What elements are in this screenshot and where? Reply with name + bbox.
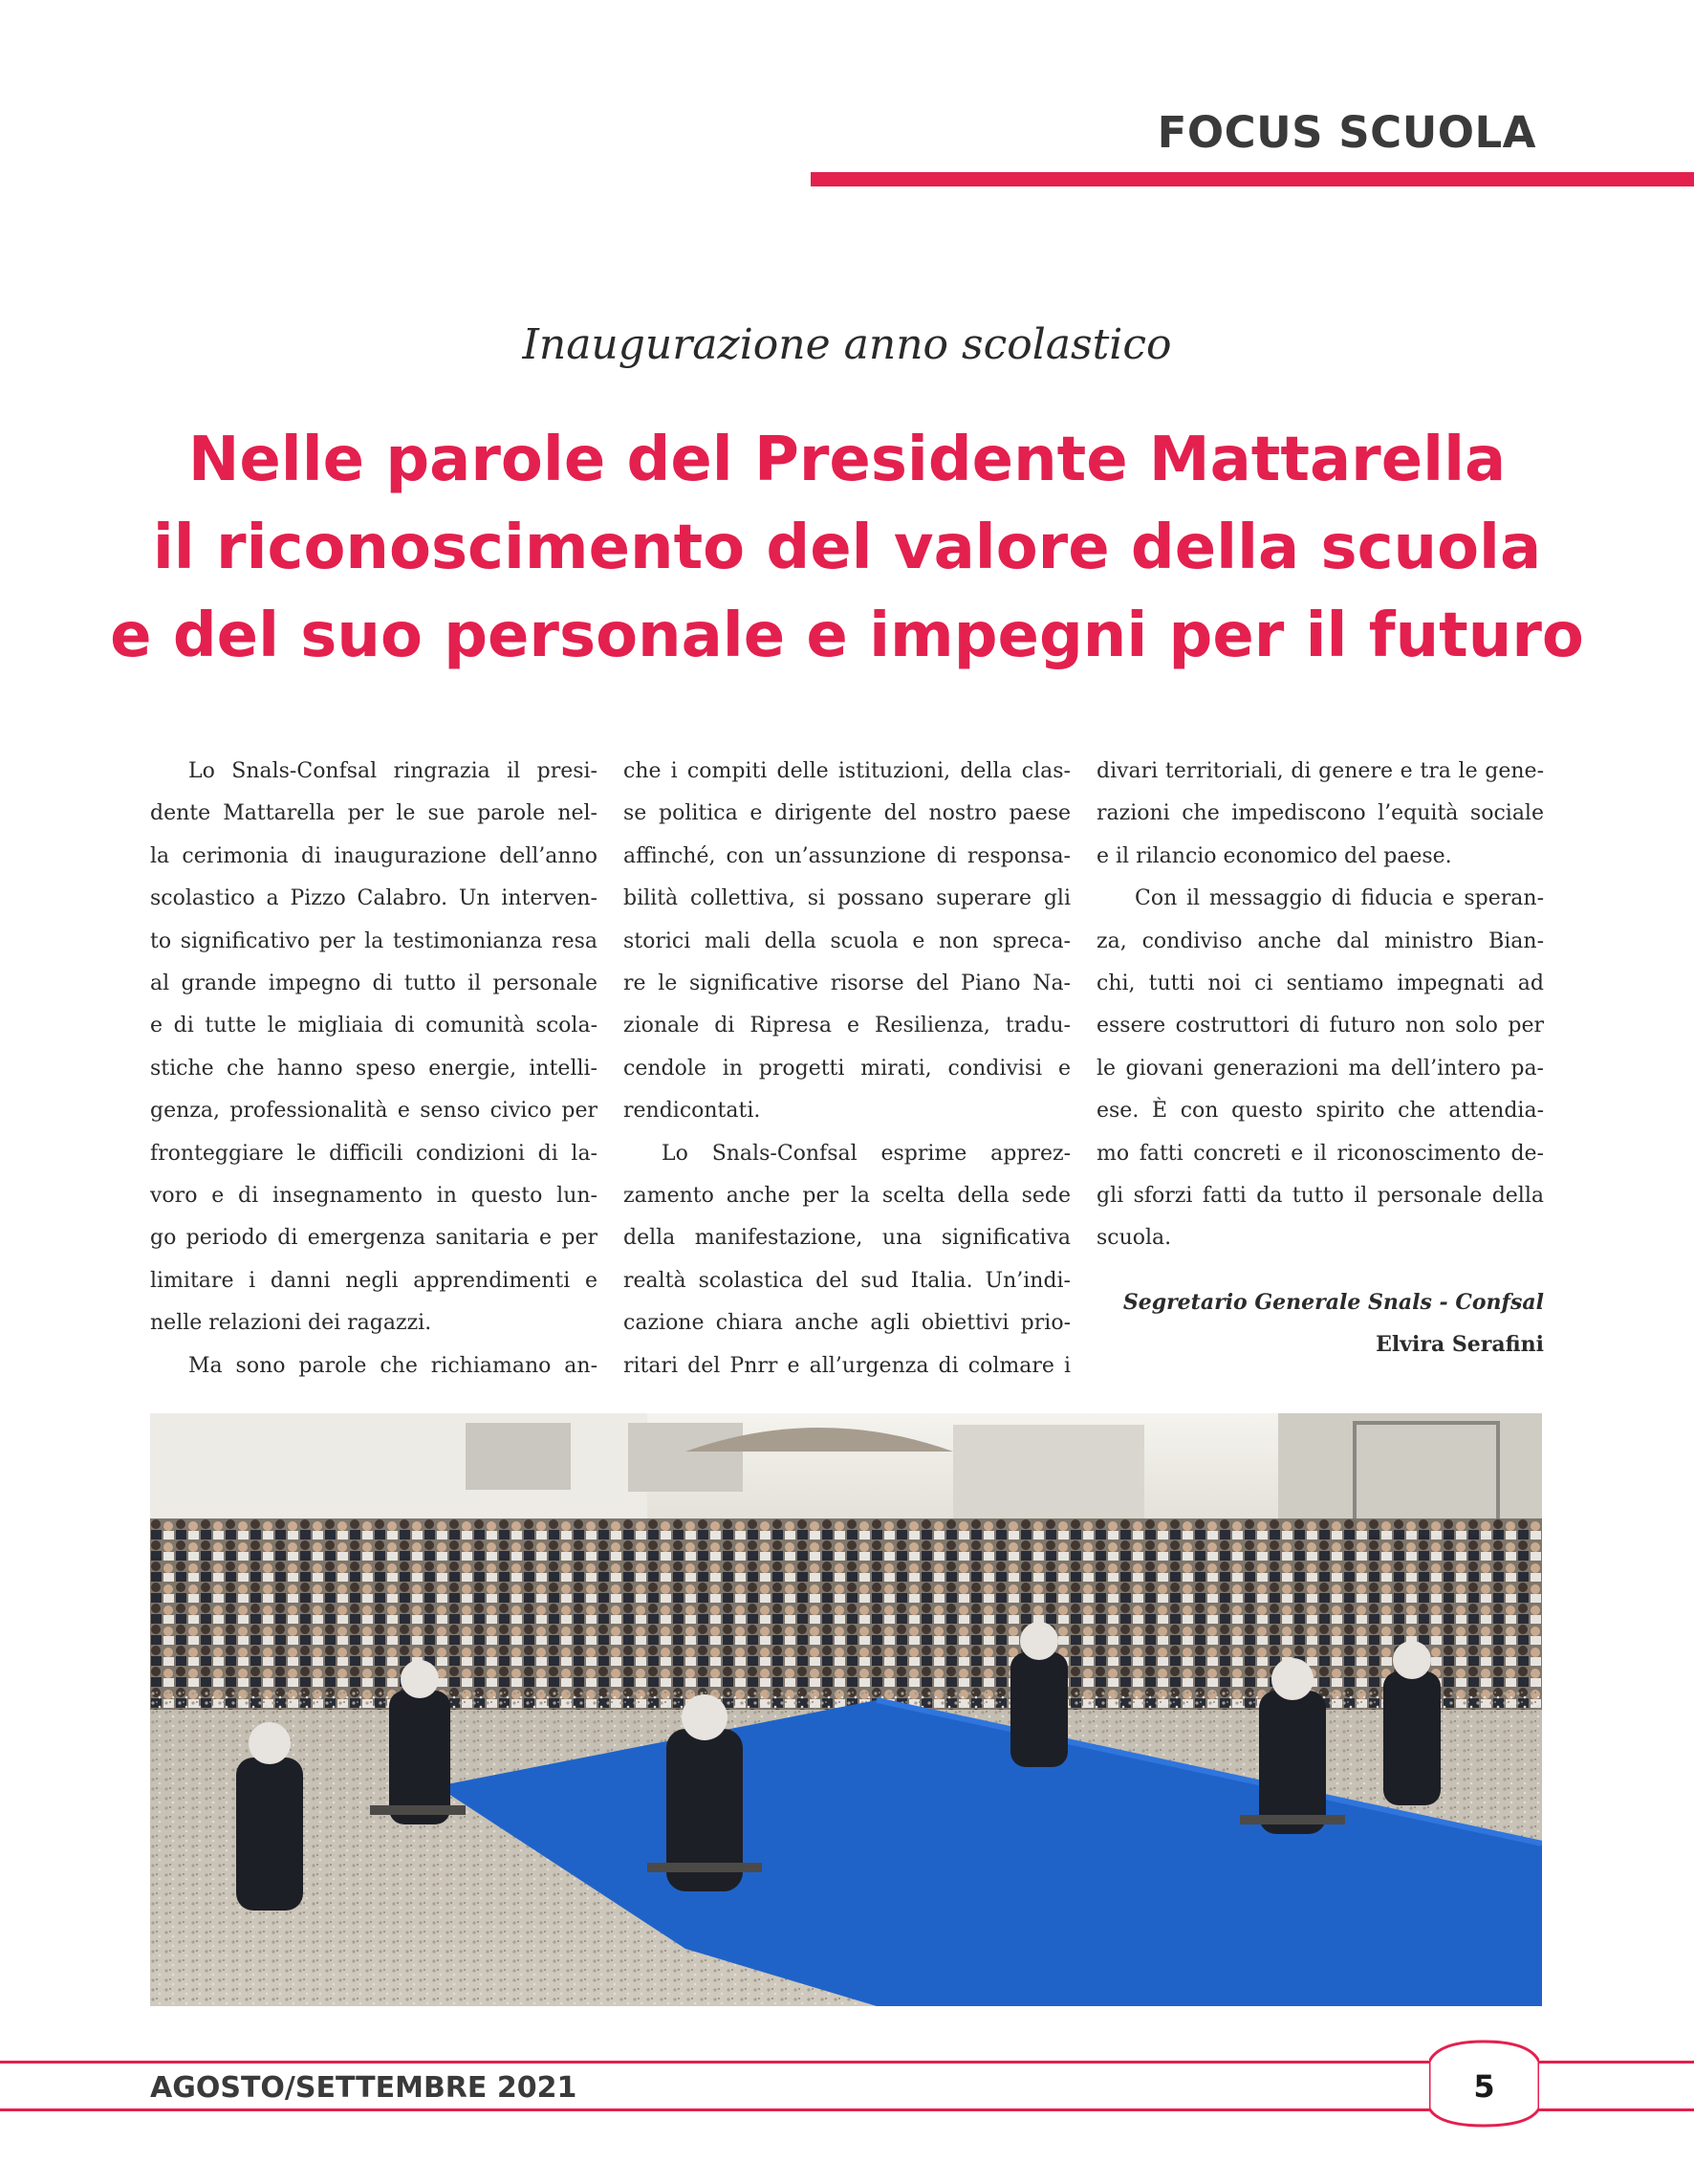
headline-line-3: e del suo personale e impegni per il futuro [110,601,1584,671]
text-line: la cerimonia di inaugurazione dell’anno [150,843,597,868]
text-line: fronteggiare le difficili condizioni di la- [150,1141,597,1166]
text-line: genza, professionalità e senso civico per [150,1099,597,1124]
text-line: razioni che impediscono l’equità sociale [1097,801,1544,826]
section-label: FOCUS SCUOLA [1157,107,1536,158]
text-line: Lo Snals-Confsal ringrazia il presi- [188,759,597,783]
signature-name: Elvira Serafini [1376,1331,1544,1357]
text-line: scolastico a Pizzo Calabro. Un interven- [150,886,597,911]
text-line: e il rilancio economico del paese. [1097,843,1452,868]
text-line: essere costruttori di futuro non solo per [1097,1014,1544,1038]
text-line: mo fatti concreti e il riconoscimento de- [1097,1141,1544,1166]
text-line: rendicontati. [623,1099,761,1124]
text-line: realtà scolastica del sud Italia. Un’indi- [623,1268,1071,1293]
ceremony-photo [150,1413,1542,2006]
text-line: go periodo di emergenza sanitaria e per [150,1226,597,1251]
text-line: zamento anche per la scelta della sede [623,1184,1071,1209]
text-line: e di tutte le migliaia di comunità scola- [150,1014,597,1038]
text-line: re le significative risorse del Piano Na- [623,972,1071,996]
text-line: stiche che hanno speso energie, intelli- [150,1056,597,1081]
text-line: divari territoriali, di genere e tra le gene- [1097,759,1544,783]
article-column-2 [623,751,1071,1387]
text-line: al grande impegno di tutto il personale [150,972,597,996]
signature-role: Segretario Generale Snals - Confsal [1122,1289,1544,1315]
text-line: dente Mattarella per le sue parole nel- [150,801,597,826]
text-line: ritari del Pnrr e all’urgenza di colmare i [623,1353,1071,1378]
text-line: storici mali della scuola e non spreca- [623,928,1071,953]
photo-ceremony-icon [150,1413,1542,2006]
text-line: Ma sono parole che richiamano an- [188,1353,597,1378]
article-column-1 [150,751,597,1387]
text-line: che i compiti delle istituzioni, della clas- [623,759,1071,783]
text-line: cazione chiara anche agli obiettivi prio- [623,1311,1071,1336]
text-line: limitare i danni negli apprendimenti e [150,1268,597,1293]
text-line: le giovani generazioni ma dell’intero pa- [1097,1056,1544,1081]
issue-date: AGOSTO/SETTEMBRE 2021 [150,2071,577,2105]
headline-line-1: Nelle parole del Presidente Mattarella [187,425,1507,495]
article-headline [0,416,1694,680]
signature-block [1097,1281,1544,1365]
text-line: voro e di insegnamento in questo lun- [150,1184,597,1209]
text-line: to significativo per la testimonianza resa [150,928,597,953]
text-line: della manifestazione, una significativa [623,1226,1071,1251]
text-line: nelle relazioni dei ragazzi. [150,1311,432,1336]
text-line: za, condiviso anche dal ministro Bian- [1097,928,1544,953]
article-kicker: Inaugurazione anno scolastico [522,320,1172,369]
text-line: se politica e dirigente del nostro paese [623,801,1071,826]
text-line: chi, tutti noi ci sentiamo impegnati ad [1097,972,1544,996]
text-line: gli sforzi fatti da tutto il personale della [1097,1184,1544,1209]
text-line: ese. È con questo spirito che attendia- [1097,1099,1544,1124]
text-line: bilità collettiva, si possano superare gli [623,886,1071,911]
text-line: zionale di Ripresa e Resilienza, tradu- [623,1014,1071,1038]
text-line: Con il messaggio di fiducia e speran- [1135,886,1544,911]
text-line: scuola. [1097,1226,1172,1251]
article-column-3 [1097,751,1544,1365]
headline-line-2: il riconoscimento del valore della scuola [152,513,1542,583]
page-number: 5 [1473,2068,1495,2105]
text-line: affinché, con un’assunzione di responsa- [623,843,1071,868]
text-line: Lo Snals-Confsal esprime apprez- [662,1141,1071,1166]
text-line: cendole in progetti mirati, condivisi e [623,1056,1071,1081]
section-bar [811,172,1694,186]
